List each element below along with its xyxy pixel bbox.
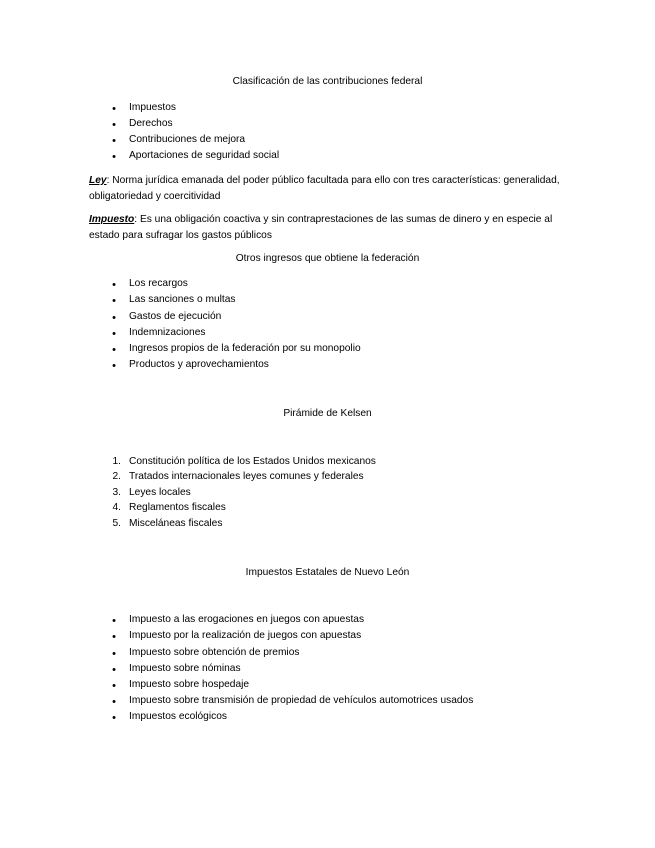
list-item-text: Impuesto por la realización de juegos con apuestas [129,630,362,641]
heading-estatales: Impuestos Estatales de Nuevo León [245,567,410,578]
list-item-text: Aportaciones de seguridad social [129,150,280,161]
bullet-icon: • [112,103,116,115]
bullet-icon: • [112,279,116,291]
bullet-icon: • [112,631,116,643]
list-item-text: Productos y aprovechamientos [129,359,269,370]
ley-text: : Norma jurídica emanada del poder público facultada para ello con tres características: generalidad, obligatoriedad y coercitividad [89,175,560,202]
heading-kelsen: Pirámide de Kelsen [283,408,372,419]
list-item-text: Impuesto sobre nóminas [129,663,241,674]
list-item-text: Reglamentos fiscales [129,502,226,513]
list-item-text: Impuesto sobre transmisión de propiedad de vehículos automotrices usados [129,695,474,706]
bullet-icon: • [112,696,116,708]
list-number: 4. [112,502,121,513]
list-item-text: Indemnizaciones [129,327,206,338]
ley-term: Ley [89,175,107,186]
bullet-icon: • [112,295,116,307]
list-number: 3. [112,487,121,498]
bullet-icon: • [112,344,116,356]
list-item-text: Gastos de ejecución [129,311,222,322]
bullet-icon: • [112,712,116,724]
list-item-text: Constitución política de los Estados Unidos mexicanos [129,456,376,467]
bullet-icon: • [112,648,116,660]
list-item-text: Derechos [129,118,173,129]
list-item-text: Ingresos propios de la federación por su monopolio [129,343,361,354]
heading-clasificacion: Clasificación de las contribuciones federal [232,76,423,87]
list-item-text: Las sanciones o multas [129,294,236,305]
list-item-text: Impuesto sobre hospedaje [129,679,250,690]
list-item-text: Impuestos [129,102,176,113]
impuesto-text: : Es una obligación coactiva y sin contraprestaciones de las sumas de dinero y en especie al estado para sufragar los gastos públicos [89,214,553,241]
list-item-text: Misceláneas fiscales [129,518,223,529]
list-number: 1. [112,456,121,467]
bullet-icon: • [112,360,116,372]
list-number: 5. [112,518,121,529]
list-item-text: Impuesto sobre obtención de premios [129,647,300,658]
bullet-icon: • [112,135,116,147]
impuesto-term: Impuesto [89,214,135,225]
ley-definition [89,173,569,205]
bullet-icon: • [112,151,116,163]
list-item-text: Contribuciones de mejora [129,134,246,145]
impuesto-definition [89,212,569,244]
bullet-icon: • [112,680,116,692]
list-number: 2. [112,471,121,482]
bullet-icon: • [112,615,116,627]
list-item-text: Los recargos [129,278,188,289]
list-item-text: Tratados internacionales leyes comunes y federales [129,471,364,482]
bullet-icon: • [112,312,116,324]
list-item-text: Impuestos ecológicos [129,711,227,722]
list-item-text: Impuesto a las erogaciones en juegos con apuestas [129,614,365,625]
bullet-icon: • [112,664,116,676]
list-item-text: Leyes locales [129,487,191,498]
bullet-icon: • [112,119,116,131]
heading-otros-ingresos: Otros ingresos que obtiene la federación [235,253,420,264]
bullet-icon: • [112,328,116,340]
